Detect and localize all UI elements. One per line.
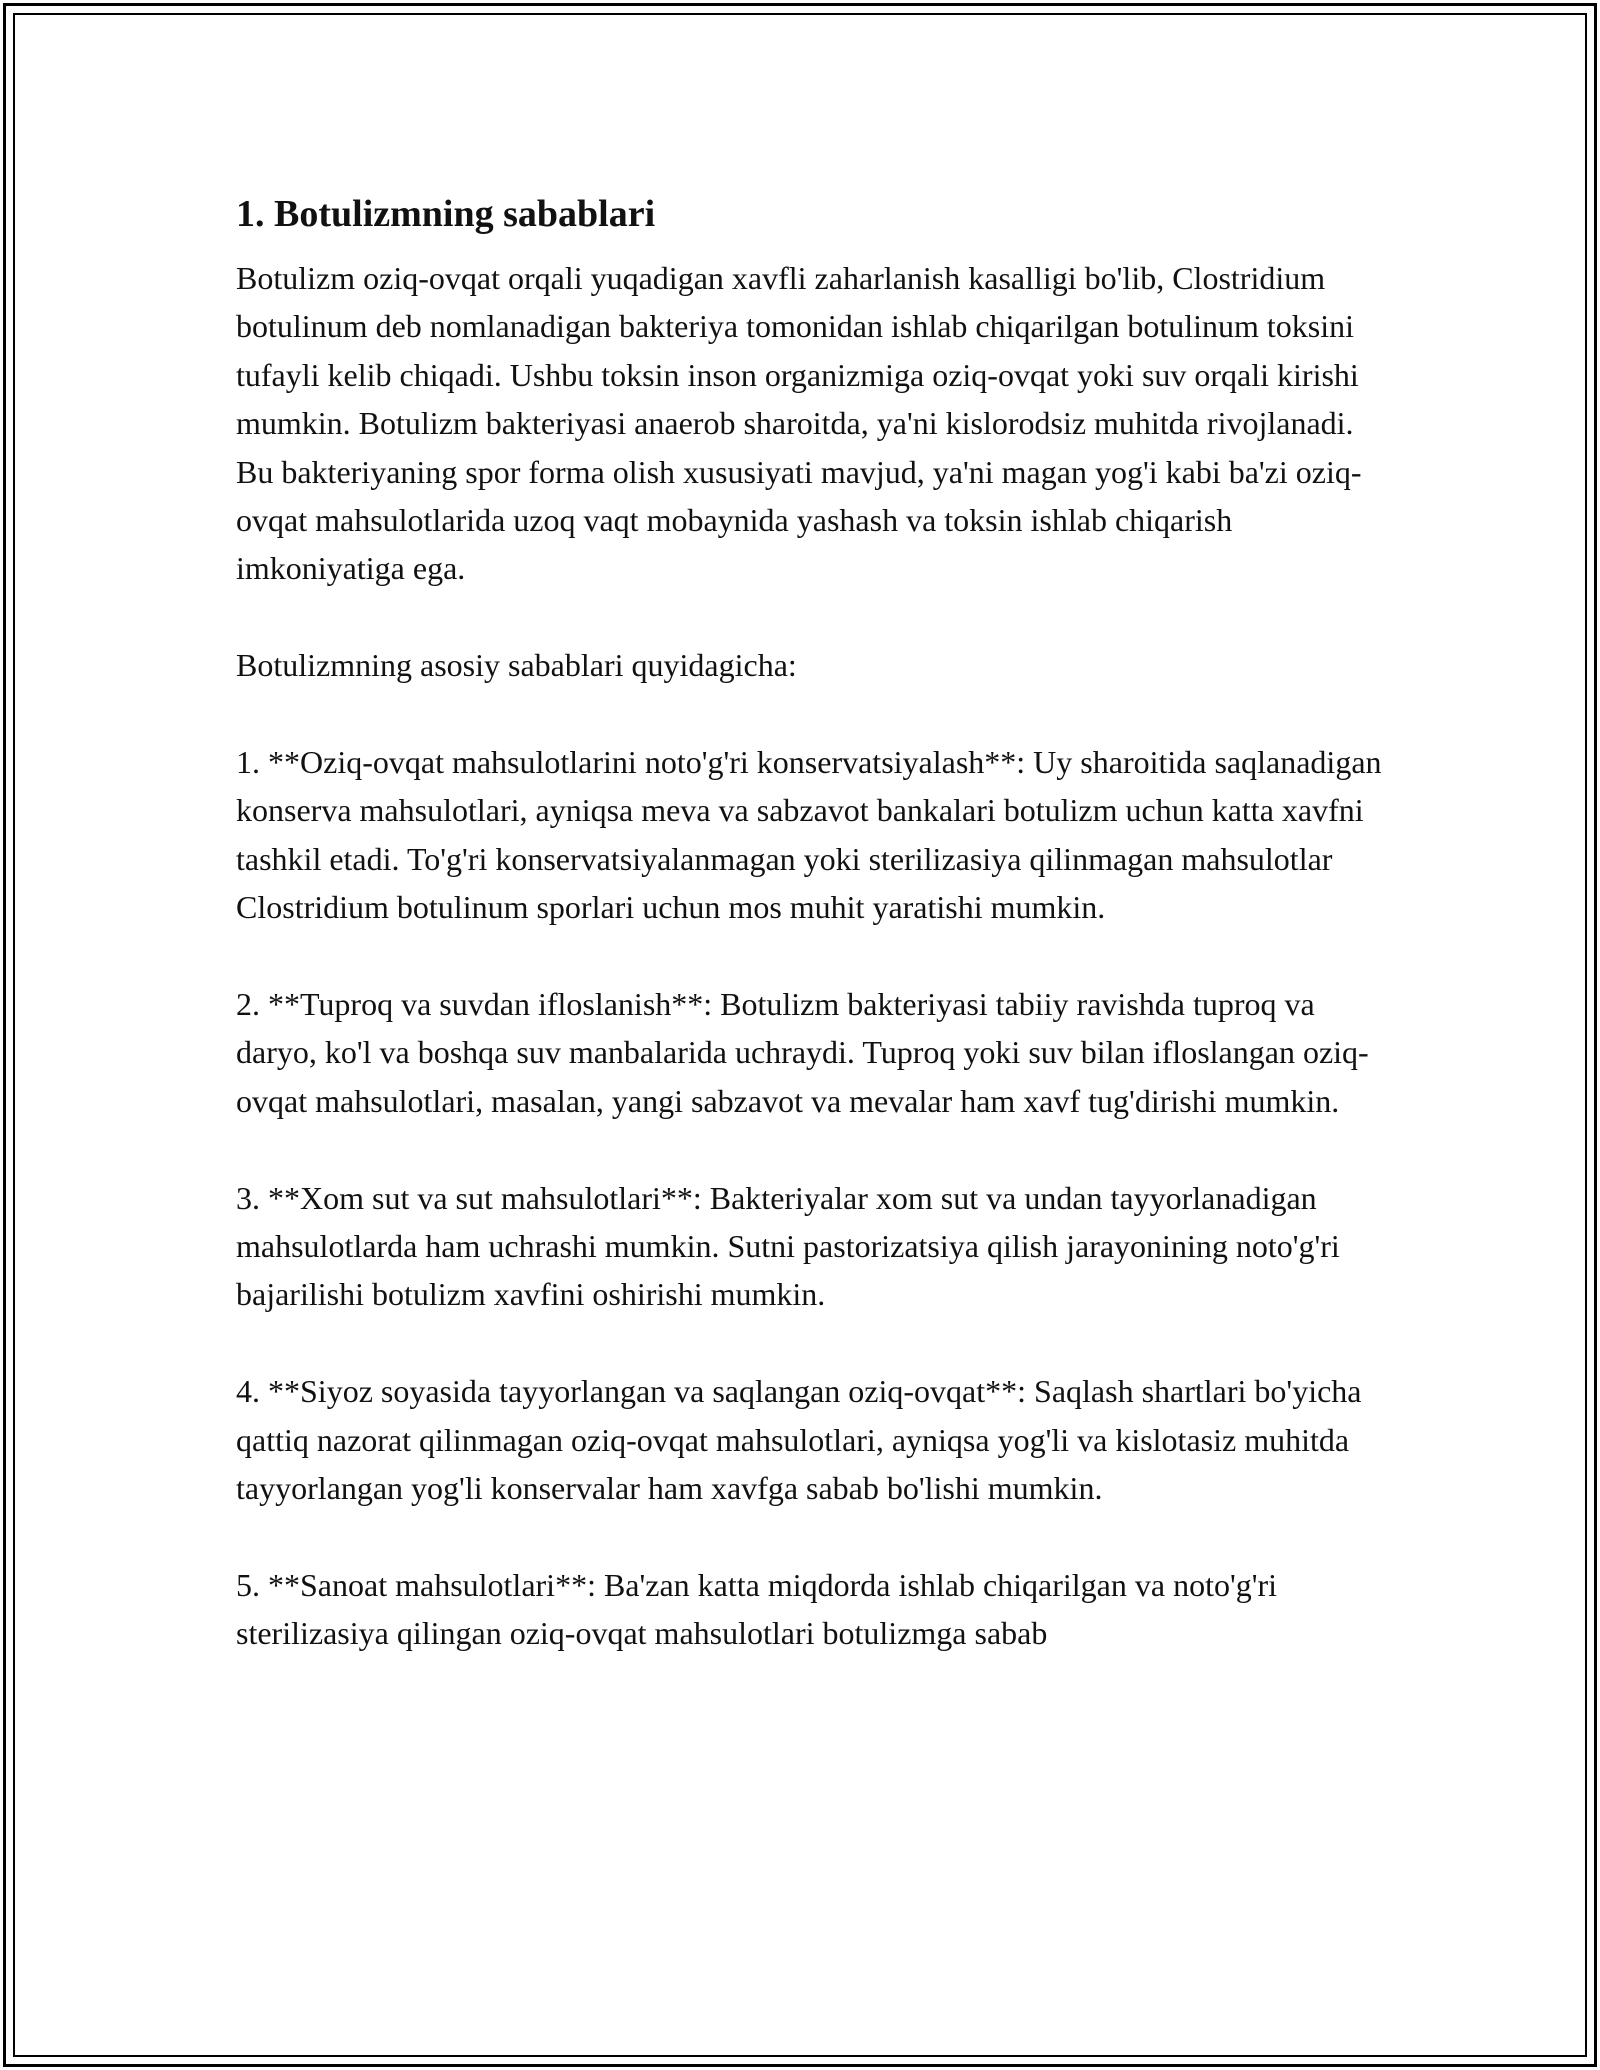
cause-item-4: 4. **Siyoz soyasida tayyorlangan va saqlangan oziq-ovqat**: Saqlash shartlari bo'yicha qattiq nazorat qilinmagan oziq-ovqat mahsulotlari, ayniqsa yog'li va kislotasiz muhitda tayyorlangan yog'li konservalar ham xavfga sabab bo'lishi mumkin. — [236, 1373, 1362, 1507]
cause-item-3: 3. **Xom sut va sut mahsulotlari**: Bakteriyalar xom sut va undan tayyorlanadigan mahsulotlarda ham uchrashi mumkin. Sutni pastorizatsiya qilish jarayonining noto'g'ri bajarilishi botulizm xavfini oshirishi mumkin. — [236, 1179, 1340, 1313]
intro-paragraph: Botulizm oziq-ovqat orqali yuqadigan xavfli zaharlanish kasalligi bo'lib, Clostridium botulinum deb nomlanadigan bakteriya tomonidan ishlab chiqarilgan botulinum toksini tufayli kelib chiqadi. Ushbu toksin inson organizmiga oziq-ovqat yoki suv orqali kirishi mumkin. Botulizm bakteriyasi anaerob sharoitda, ya'ni kislorodsiz muhitda rivojlanadi. Bu bakteriyaning spor forma olish xususiyati mavjud, ya'ni magan yog'i kabi ba'zi oziq-ovqat mahsulotlarida uzoq vaqt mobaynida yashash va toksin ishlab chiqarish imkoniyatiga ega. — [236, 260, 1362, 587]
section-heading: 1. Botulizmning sabablari — [236, 193, 656, 235]
cause-item-1: 1. **Oziq-ovqat mahsulotlarini noto'g'ri konservatsiyalash**: Uy sharoitida saqlanadigan konserva mahsulotlari, ayniqsa meva va sabzavot bankalari botulizm uchun katta xavfni tashkil etadi. To'g'ri konservatsiyalanmagan yoki sterilizasiya qilinmagan mahsulotlar Clostridium botulinum sporlari uchun mos muhit yaratishi mumkin. — [236, 744, 1382, 926]
document-body — [236, 188, 1396, 1658]
cause-item-5: 5. **Sanoat mahsulotlari**: Ba'zan katta miqdorda ishlab chiqarilgan va noto'g'ri sterilizasiya qilingan oziq-ovqat mahsulotlari botulizmga sabab — [236, 1566, 1278, 1652]
causes-intro-paragraph: Botulizmning asosiy sabablari quyidagicha: — [236, 647, 797, 684]
cause-item-2: 2. **Tuproq va suvdan ifloslanish**: Botulizm bakteriyasi tabiiy ravishda tuproq va daryo, ko'l va boshqa suv manbalarida uchraydi. Tuproq yoki suv bilan ifloslangan oziq-ovqat mahsulotlari, masalan, yangi sabzavot va mevalar ham xavf tug'dirishi mumkin. — [236, 986, 1369, 1119]
